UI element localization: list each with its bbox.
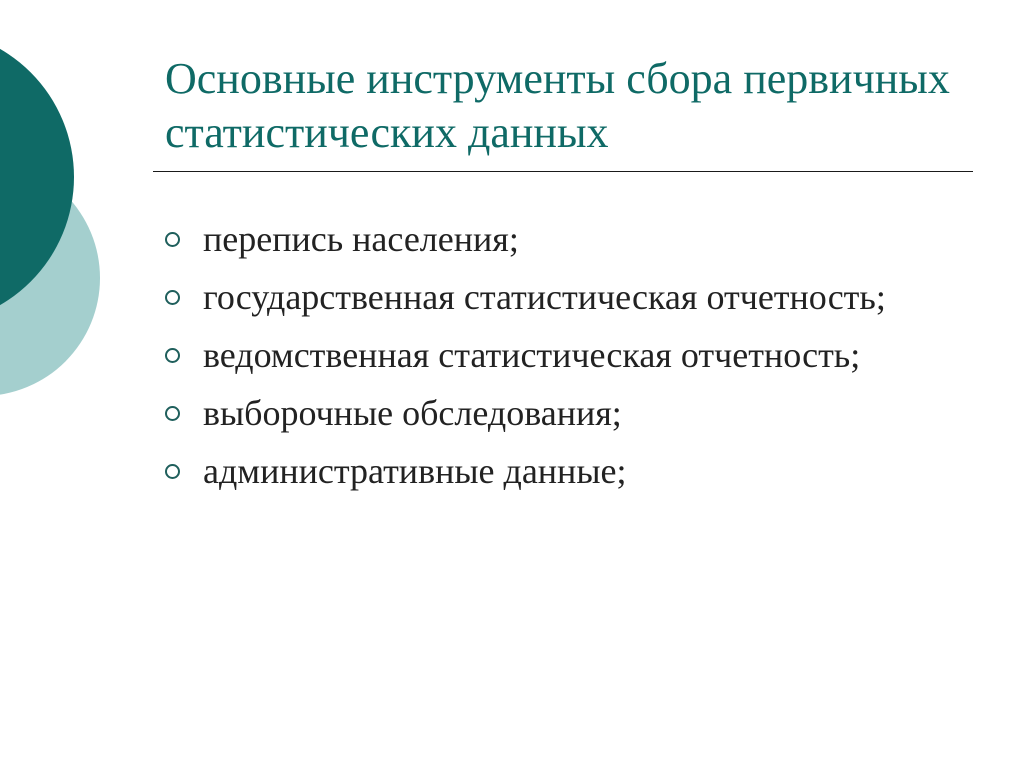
hollow-circle-icon bbox=[165, 232, 180, 247]
slide-title: Основные инструменты сбора первичных статистических данных bbox=[165, 54, 950, 157]
list-item-text: государственная статистическая отчетность; bbox=[203, 277, 886, 317]
list-item-text: выборочные обследования; bbox=[203, 393, 622, 433]
list-item bbox=[165, 445, 925, 497]
hollow-circle-icon bbox=[165, 406, 180, 421]
list-item bbox=[165, 271, 925, 323]
list-item-text: ведомственная статистическая отчетность; bbox=[203, 335, 861, 375]
title-divider bbox=[153, 171, 973, 172]
list-item bbox=[165, 213, 925, 265]
hollow-circle-icon bbox=[165, 348, 180, 363]
list-item bbox=[165, 387, 925, 439]
hollow-circle-icon bbox=[165, 464, 180, 479]
bullet-list bbox=[165, 213, 925, 503]
list-item-text: административные данные; bbox=[203, 451, 627, 491]
list-item bbox=[165, 329, 925, 381]
list-item-text: перепись населения; bbox=[203, 219, 519, 259]
hollow-circle-icon bbox=[165, 290, 180, 305]
